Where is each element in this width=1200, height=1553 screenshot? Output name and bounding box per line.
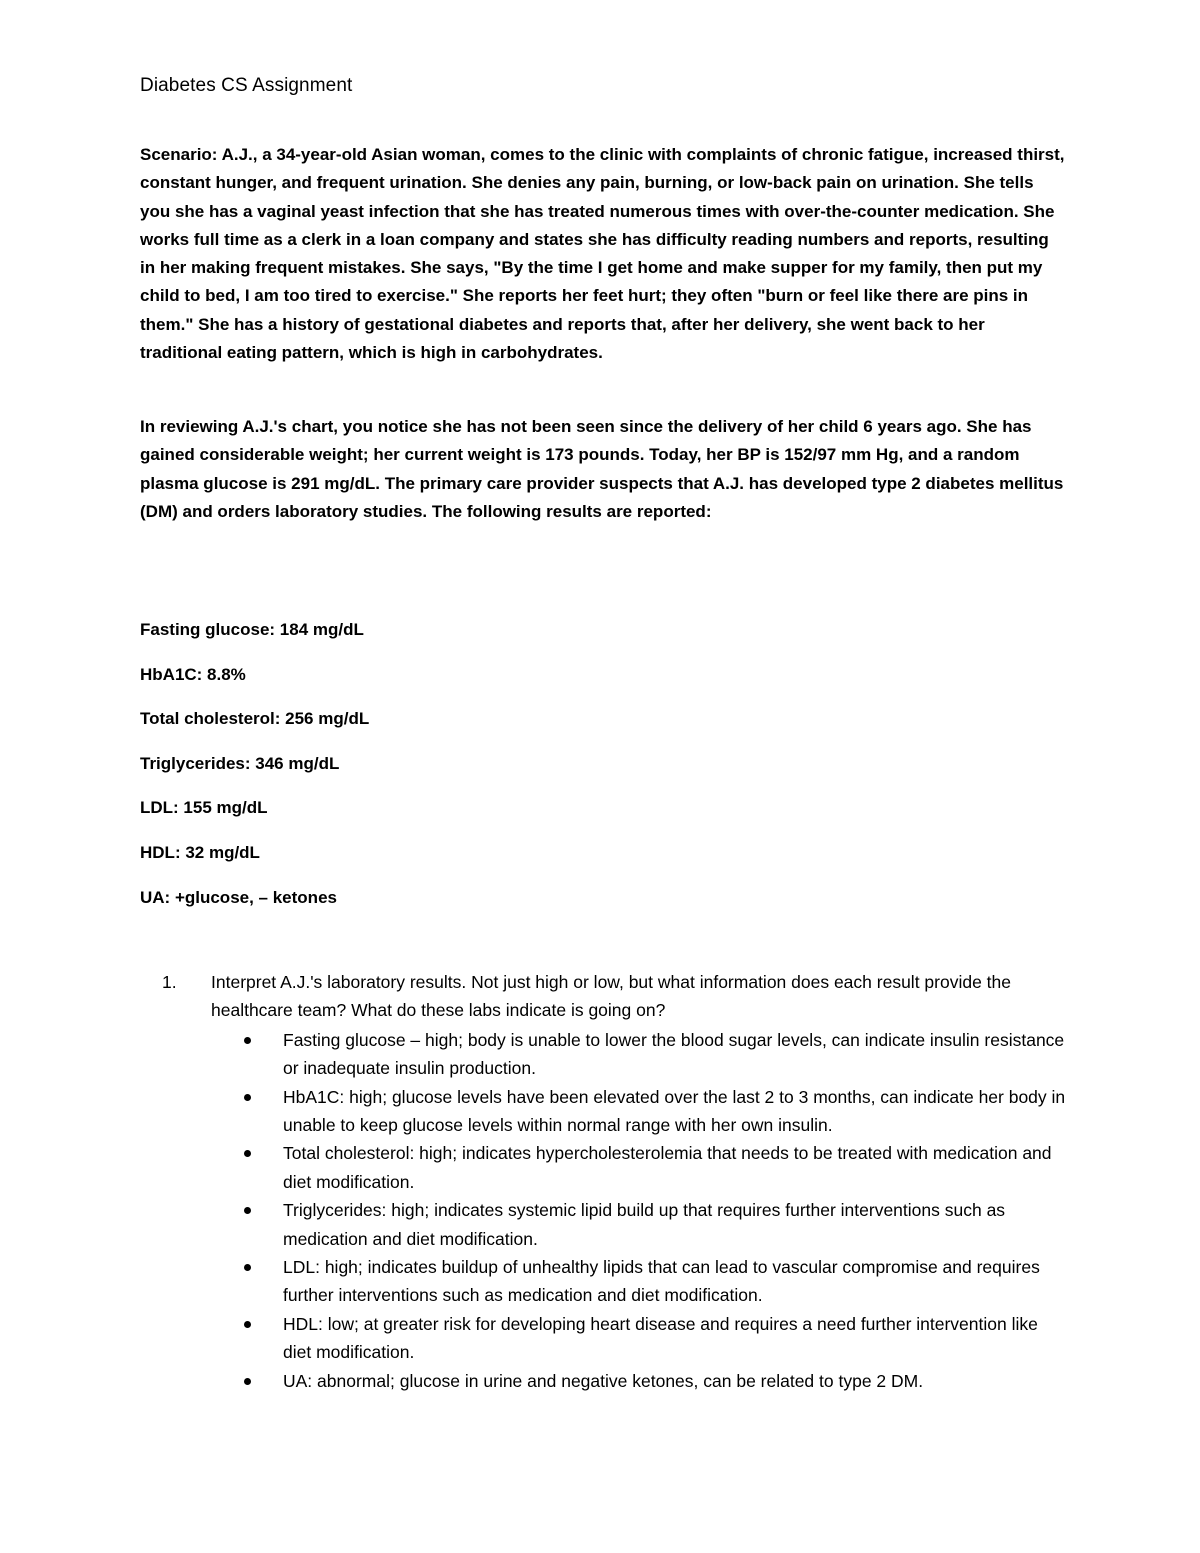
answer-item bbox=[211, 1026, 1070, 1083]
bullet-icon bbox=[244, 1264, 251, 1271]
bullet-icon bbox=[244, 1094, 251, 1101]
lab-results-list bbox=[140, 616, 369, 928]
answer-text: Triglycerides: high; indicates systemic lipid build up that requires further interventions such as medication and diet modification. bbox=[283, 1200, 1006, 1249]
lab-result-ldl: LDL: 155 mg/dL bbox=[140, 798, 268, 818]
answer-text: HbA1C: high; glucose levels have been elevated over the last 2 to 3 months, can indicate her body in unable to keep glucose levels within normal range with her own insulin. bbox=[283, 1086, 1066, 1136]
document-title: Diabetes CS Assignment bbox=[140, 75, 353, 96]
lab-result-fasting-glucose: Fasting glucose: 184 mg/dL bbox=[140, 620, 364, 639]
answers-list bbox=[211, 1026, 1070, 1395]
lab-result-triglycerides: Triglycerides: 346 mg/dL bbox=[140, 753, 340, 773]
bullet-icon bbox=[244, 1150, 251, 1157]
answer-item bbox=[211, 1139, 1070, 1196]
lab-result-ua: UA: +glucose, – ketones bbox=[140, 887, 337, 907]
answer-item bbox=[211, 1196, 1070, 1253]
answer-text: Fasting glucose – high; body is unable to lower the blood sugar levels, can indicate insulin resistance or inadequate insulin production. bbox=[283, 1029, 1065, 1079]
question-number: 1. bbox=[162, 972, 177, 992]
bullet-icon bbox=[244, 1207, 251, 1214]
question-item bbox=[140, 968, 1070, 1395]
lab-result-hba1c: HbA1C: 8.8% bbox=[140, 664, 246, 684]
answer-text: LDL: high; indicates buildup of unhealthy lipids that can lead to vascular compromise and requires further interventions such as medication and diet modification. bbox=[283, 1257, 1040, 1306]
lab-result-total-cholesterol: Total cholesterol: 256 mg/dL bbox=[140, 709, 370, 729]
answer-text: Total cholesterol: high; indicates hypercholesterolemia that needs to be treated with medication and diet modification. bbox=[283, 1143, 1052, 1192]
bullet-icon bbox=[244, 1037, 251, 1044]
bullet-icon bbox=[244, 1321, 251, 1328]
answer-item bbox=[211, 1310, 1070, 1367]
question-text: Interpret A.J.'s laboratory results. Not just high or low, but what information does each result provide the healthcare team? What do these labs indicate is going on? bbox=[211, 972, 1012, 1021]
answer-item bbox=[211, 1253, 1070, 1310]
answer-item bbox=[211, 1083, 1070, 1140]
scenario-paragraph: Scenario: A.J., a 34-year-old Asian woman, comes to the clinic with complaints of chronic fatigue, increased thirst, constant hunger, and frequent urination. She denies any pain, burning, or low-back pain on urination. She tells you she has a vaginal yeast infection that she has treated numerous times with over-the-counter medication. She works full time as a clerk in a loan company and states she has difficulty reading numbers and reports, resulting in her making frequent mistakes. She says, "By the time I get home and make supper for my family, then put my child to bed, I am too tired to exercise." She reports her feet hurt; they often "burn or feel like there are pins in them." She has a history of gestational diabetes and reports that, after her delivery, she went back to her traditional eating pattern, which is high in carbohydrates. bbox=[140, 145, 1065, 363]
answer-item bbox=[211, 1367, 1070, 1395]
answer-text: HDL: low; at greater risk for developing heart disease and requires a need further intervention like diet modification. bbox=[283, 1313, 1038, 1363]
questions-list bbox=[140, 968, 1070, 1395]
chart-review-paragraph: In reviewing A.J.'s chart, you notice she has not been seen since the delivery of her child 6 years ago. She has gained considerable weight; her current weight is 173 pounds. Today, her BP is 152/97 mm Hg, and a random plasma glucose is 291 mg/dL. The primary care provider suspects that A.J. has developed type 2 diabetes mellitus (DM) and orders laboratory studies. The following results are reported: bbox=[140, 417, 1064, 521]
lab-result-hdl: HDL: 32 mg/dL bbox=[140, 842, 260, 862]
answer-text: UA: abnormal; glucose in urine and negative ketones, can be related to type 2 DM. bbox=[283, 1370, 924, 1391]
bullet-icon bbox=[244, 1378, 251, 1385]
